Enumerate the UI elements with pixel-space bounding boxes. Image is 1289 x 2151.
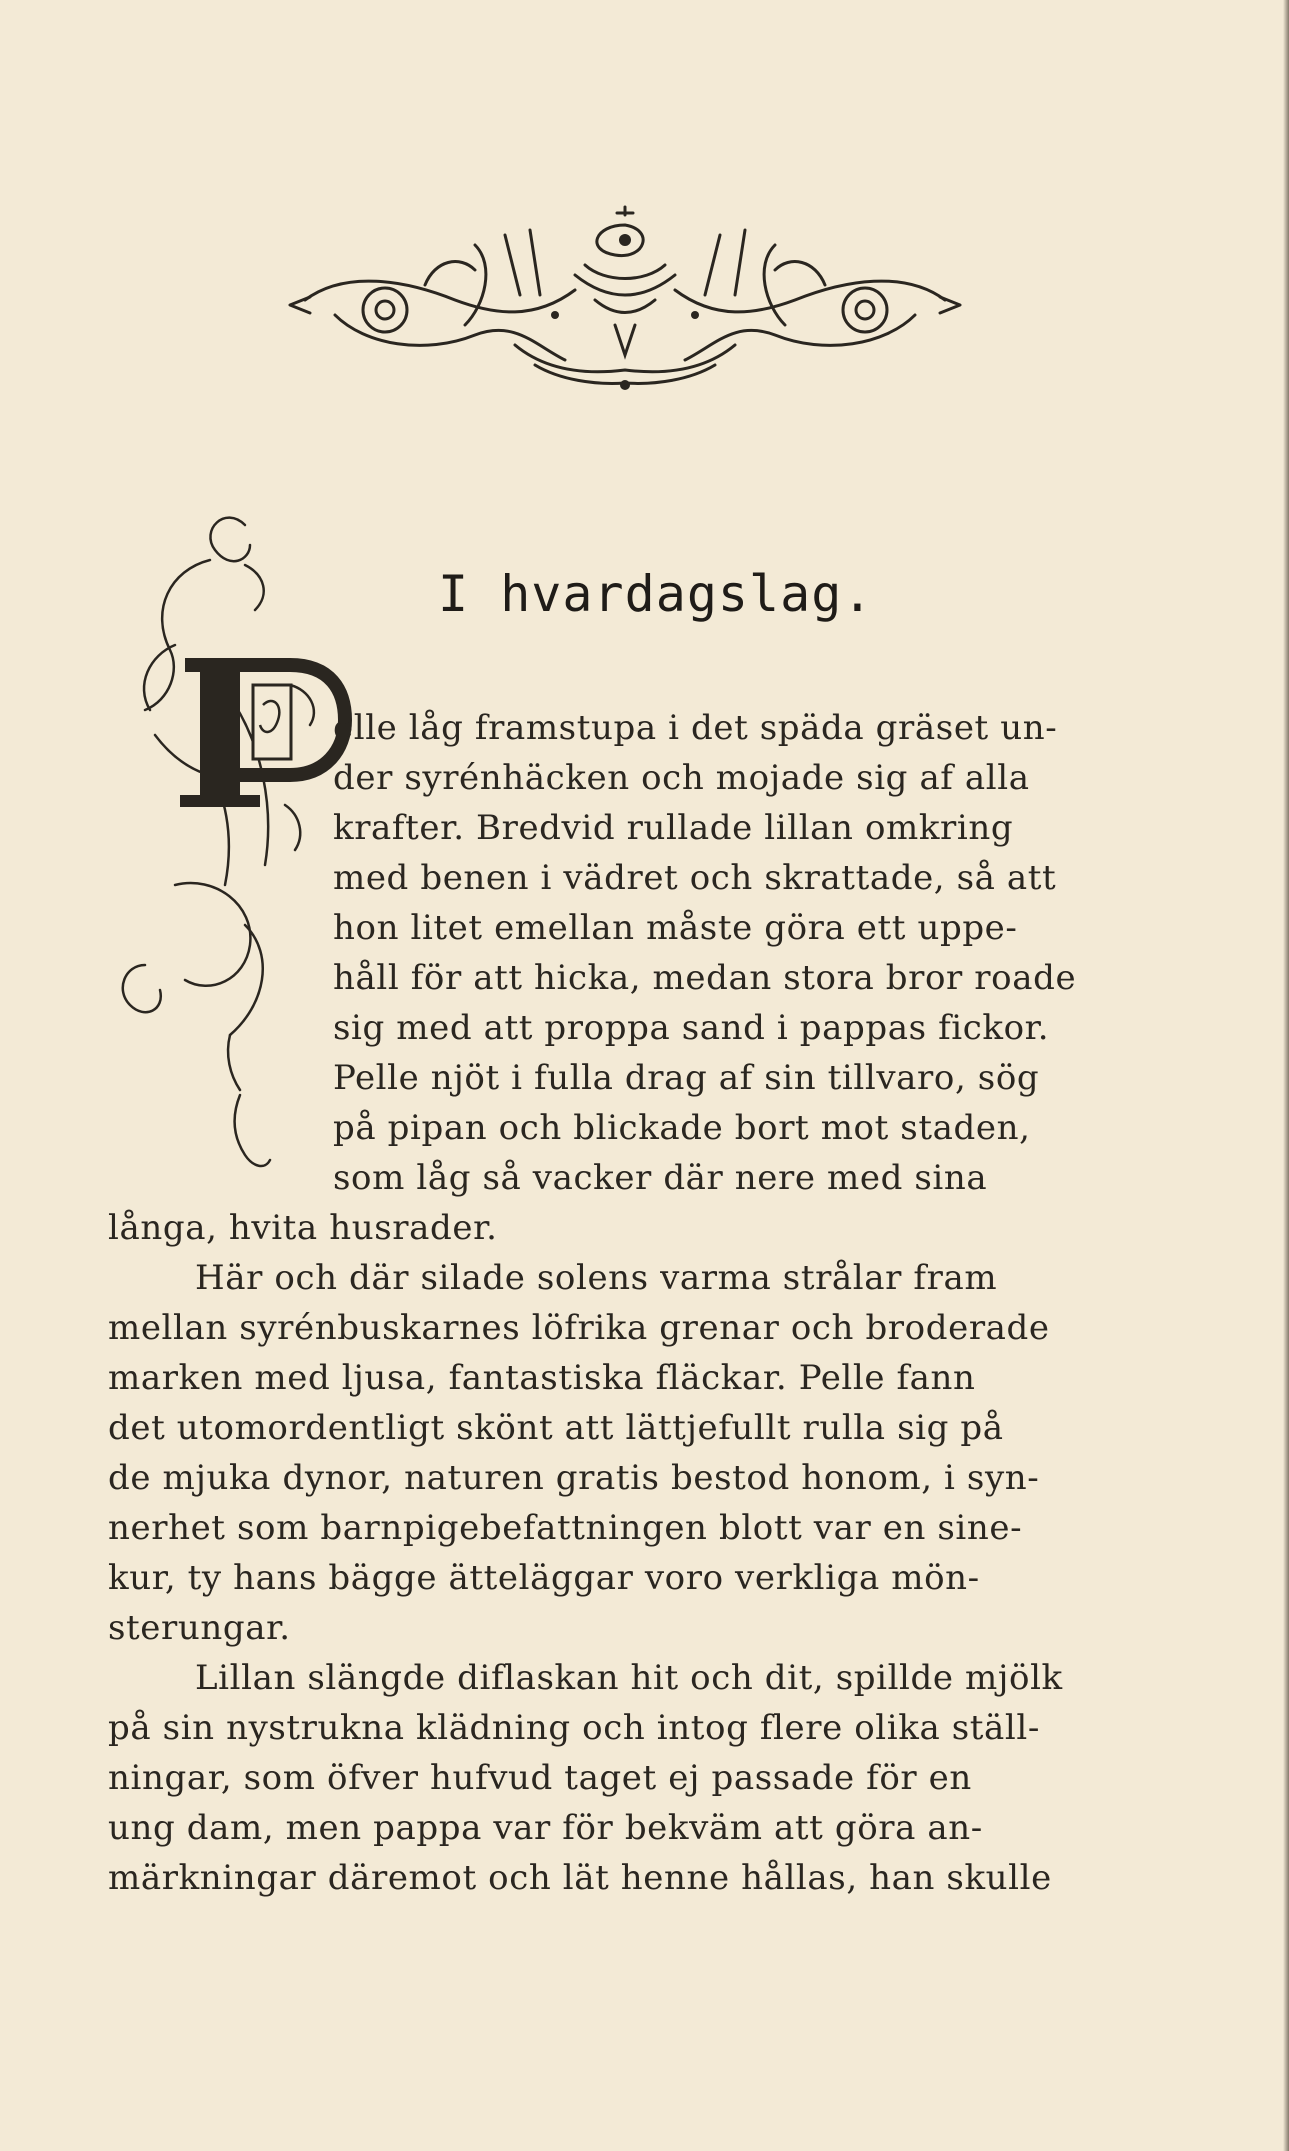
decorated-initial-letter — [115, 490, 340, 1195]
text-line: håll för att hicka, medan stora bror roade — [333, 958, 1077, 998]
chapter-title: I hvardagslag. — [438, 565, 874, 623]
text-line: på sin nystrukna klädning och intog flere olika ställ- — [108, 1708, 1040, 1748]
text-line: på pipan och blickade bort mot staden, — [333, 1108, 1031, 1148]
initial-p-letterform — [180, 665, 345, 807]
text-line: nerhet som barnpigebefattningen blott var en sine- — [108, 1508, 1023, 1548]
text-line: sig med att proppa sand i pappas fickor. — [333, 1008, 1050, 1048]
text-line: hon litet emellan måste göra ett uppe- — [333, 908, 1018, 948]
text-line: Pelle njöt i fulla drag af sin tillvaro, sög — [333, 1058, 1040, 1098]
text-line: ung dam, men pappa var för bekväm att göra an- — [108, 1808, 983, 1848]
text-line: Lillan slängde diflaskan hit och dit, spillde mjölk — [195, 1658, 1063, 1698]
text-line: kur, ty hans bägge ätteläggar voro verkliga mön- — [108, 1558, 980, 1598]
text-line: krafter. Bredvid rullade lillan omkring — [333, 808, 1014, 848]
text-line: ningar, som öfver hufvud taget ej passade för en — [108, 1758, 972, 1798]
text-line: långa, hvita husrader. — [108, 1208, 498, 1248]
text-line: som låg så vacker där nere med sina — [333, 1158, 988, 1198]
text-line: elle låg framstupa i det späda gräset un- — [333, 708, 1058, 748]
text-line: marken med ljusa, fantastiska fläckar. Pelle fann — [108, 1358, 976, 1398]
text-line: med benen i vädret och skrattade, så att — [333, 858, 1057, 898]
text-line: Här och där silade solens varma strålar fram — [195, 1258, 998, 1298]
text-line: det utomordentligt skönt att lättjefullt rulla sig på — [108, 1408, 1004, 1448]
text-line: märkningar däremot och lät henne hållas, han skulle — [108, 1858, 1052, 1898]
text-line: de mjuka dynor, naturen gratis bestod honom, i syn- — [108, 1458, 1040, 1498]
page-edge-shadow — [1283, 0, 1289, 2151]
initial-letter-text: P — [115, 490, 126, 509]
text-line: mellan syrénbuskarnes löfrika grenar och broderade — [108, 1308, 1050, 1348]
text-line: sterungar. — [108, 1608, 291, 1648]
headpiece-ornament-icon — [275, 205, 975, 420]
text-line: der syrénhäcken och mojade sig af alla — [333, 758, 1030, 798]
